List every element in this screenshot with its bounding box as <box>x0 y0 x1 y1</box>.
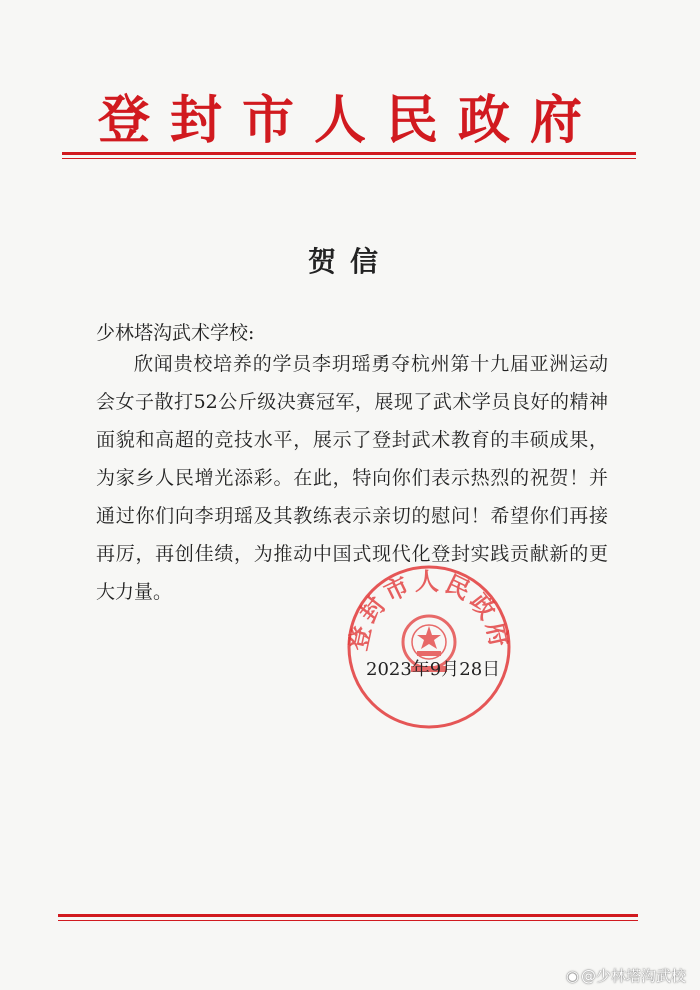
letterhead-title: 登封市人民政府 <box>97 91 602 151</box>
footer-rule-thin <box>58 920 638 921</box>
salutation: 少林塔沟武术学校: <box>96 322 255 344</box>
letter-body: 欣闻贵校培养的学员李玥瑶勇夺杭州第十九届亚洲运动会女子散打52公斤级决赛冠军，展现了武术学员良好的精神面貌和高超的竞技水平，展示了登封武术教育的丰硕成果，为家乡人民增光添彩。在此，特向你们表示热烈的祝贺！并通过你们向李玥瑶及其教练表示亲切的慰问！希望你们再接再厉，再创佳绩，为推动中国式现代化登封实践贡献新的更大力量。 <box>96 353 608 603</box>
watermark-text: @少林塔沟武校 <box>580 967 686 985</box>
weibo-icon: ◉ <box>565 967 579 985</box>
letterhead-rule-thick <box>62 152 636 155</box>
footer-rule-thick <box>58 914 638 917</box>
letter-date: 2023年9月28日 <box>366 659 501 680</box>
seal-text: 登封市人民政府 <box>344 567 514 654</box>
letterhead-rule-thin <box>62 158 636 159</box>
official-seal <box>344 562 514 732</box>
document-title: 贺信 <box>307 245 392 278</box>
weibo-watermark <box>566 965 686 986</box>
